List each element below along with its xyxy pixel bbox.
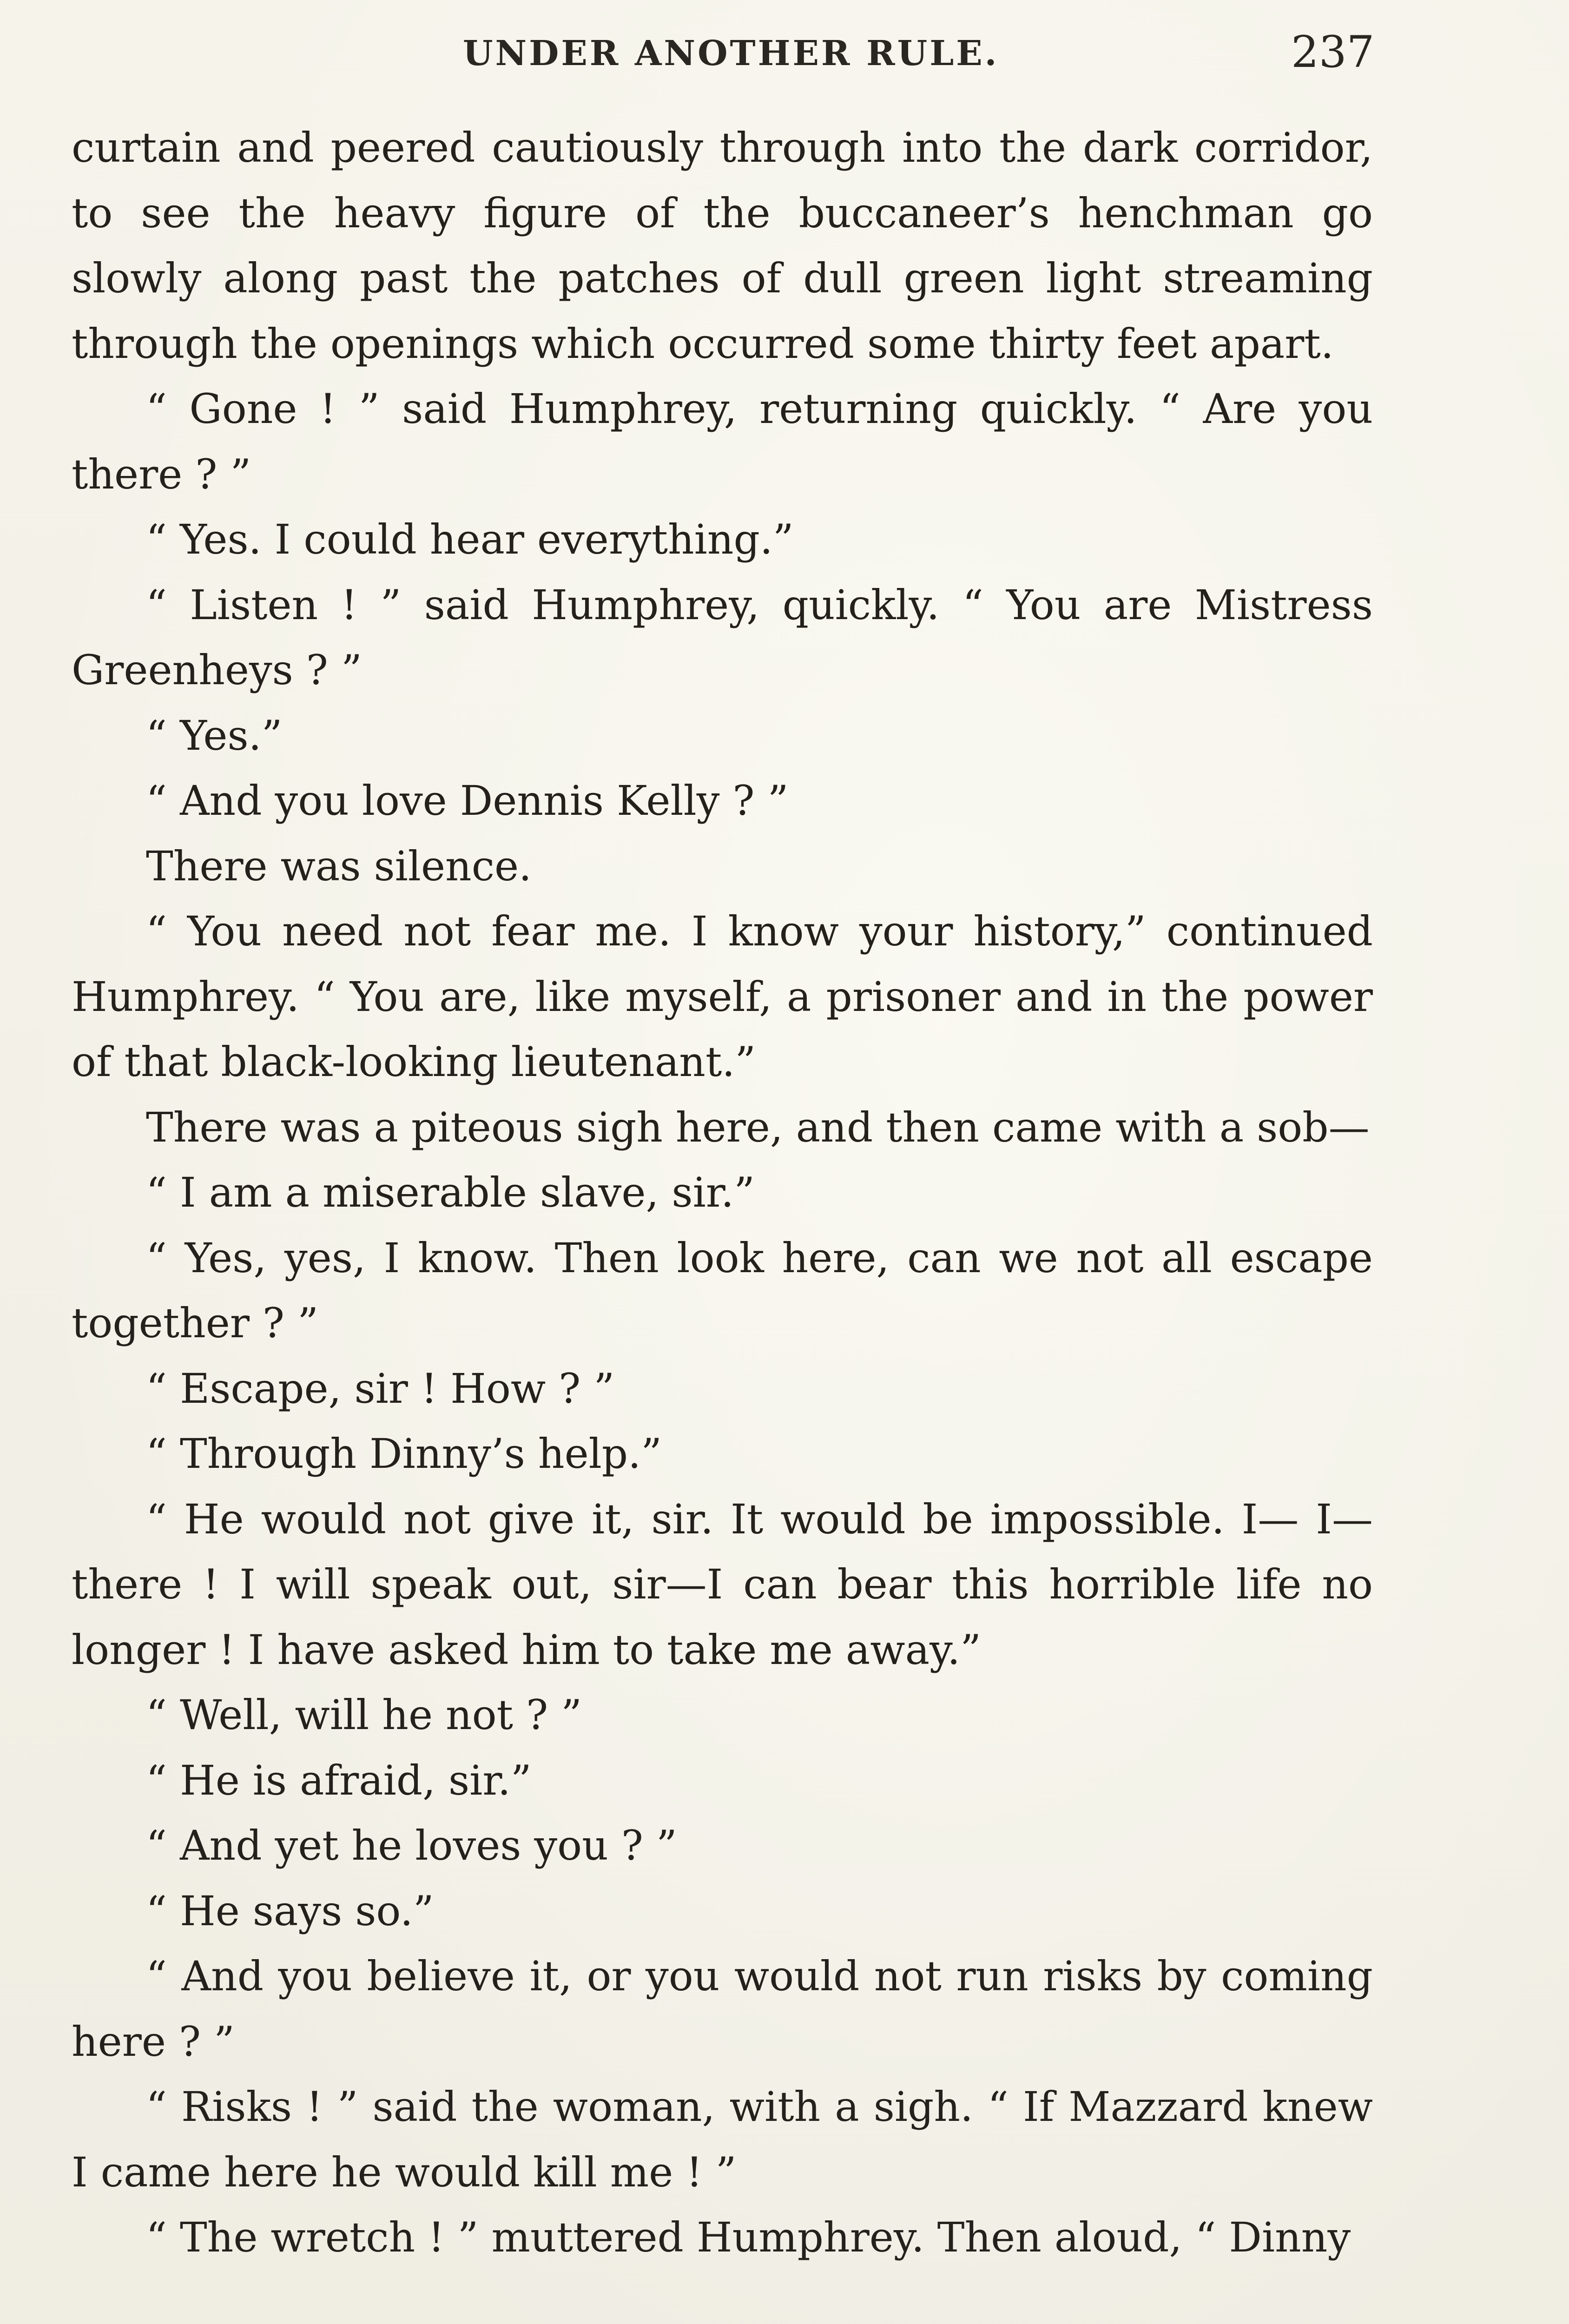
paragraph: “ Well, will he not ? ” xyxy=(146,1691,582,1739)
paragraph: “ You need not fear me. I know your history,” continued Humphrey. “ You are, like myself, a prisoner and in the power of that black-looking lieutenant.” xyxy=(72,907,1373,1086)
paragraph: There was silence. xyxy=(146,842,532,890)
paragraph: “ He says so.” xyxy=(146,1887,434,1935)
paragraph: “ I am a miserable slave, sir.” xyxy=(146,1169,755,1216)
page-number: 237 xyxy=(1291,27,1375,78)
paragraph: “ Risks ! ” said the woman, with a sigh. “ If Mazzard knew I came here he would kill me ! ” xyxy=(72,2083,1373,2196)
paragraph: “ And yet he loves you ? ” xyxy=(146,1822,677,1869)
paragraph: “ Yes. I could hear everything.” xyxy=(146,515,794,563)
paragraph: “ He is afraid, sir.” xyxy=(146,1756,532,1804)
paragraph: “ Listen ! ” said Humphrey, quickly. “ You are Mistress Greenheys ? ” xyxy=(72,581,1373,694)
paragraph: “ He would not give it, sir. It would be impossible. I— I—there ! I will speak out, sir—I can bear this horrible life no longer ! I have asked him to take me away.” xyxy=(72,1495,1373,1674)
paragraph: “ Gone ! ” said Humphrey, returning quickly. “ Are you there ? ” xyxy=(72,385,1373,498)
paragraph: “ Yes.” xyxy=(146,711,283,759)
running-title: UNDER ANOTHER RULE. xyxy=(463,33,999,73)
running-head xyxy=(0,27,1569,83)
paragraph: “ And you believe it, or you would not run risks by coming here ? ” xyxy=(72,1952,1373,2066)
paragraph: curtain and peered cautiously through into the dark corridor, to see the heavy figure of the buccaneer’s henchman go slowly along past the patches of dull green light streaming through the openings which occurred some thirty feet apart. xyxy=(72,124,1373,368)
body-text xyxy=(72,115,1373,2271)
paragraph: “ Yes, yes, I know. Then look here, can we not all escape together ? ” xyxy=(72,1234,1373,1347)
paragraph: “ Escape, sir ! How ? ” xyxy=(146,1364,615,1413)
paragraph: “ The wretch ! ” muttered Humphrey. Then aloud, “ Dinny xyxy=(146,2213,1351,2261)
paragraph: “ Through Dinny’s help.” xyxy=(146,1430,662,1478)
paragraph: “ And you love Dennis Kelly ? ” xyxy=(146,777,789,825)
paragraph: There was a piteous sigh here, and then came with a sob— xyxy=(146,1103,1370,1151)
